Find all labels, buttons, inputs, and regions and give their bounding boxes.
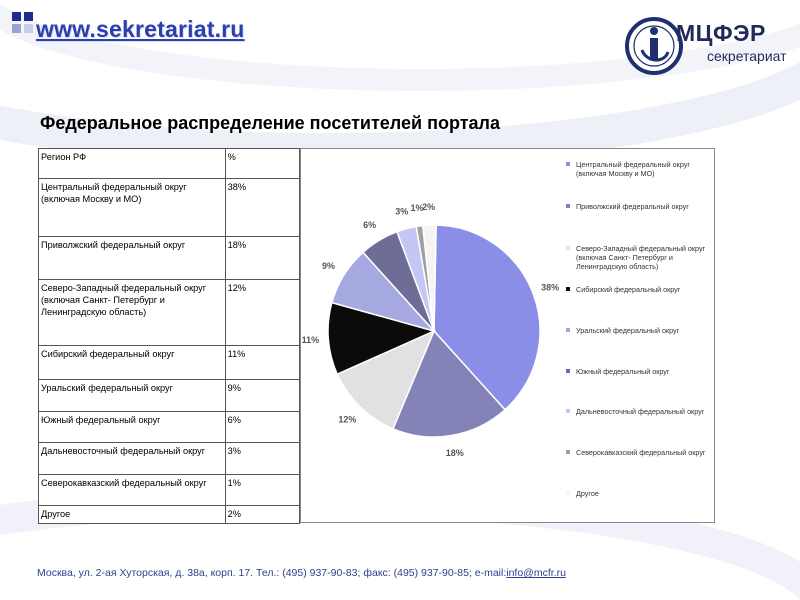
region-cell: Другое (39, 506, 226, 524)
pie-data-label: 6% (363, 219, 377, 230)
pie-data-label: 38% (541, 282, 560, 293)
legend-label: Северо-Западный федеральный округ (включая Санкт- Петербург и Ленинградскую область) (576, 244, 706, 271)
decor-square (24, 12, 33, 21)
legend-label: Другое (576, 489, 599, 498)
percent-cell: 11% (225, 346, 299, 380)
site-url-link[interactable]: www.sekretariat.ru (36, 16, 245, 42)
legend-swatch (566, 246, 570, 250)
pie-data-label: 12% (338, 414, 357, 425)
pie-data-label: 9% (322, 260, 336, 271)
pie-data-label: 18% (445, 448, 464, 459)
legend-label: Центральный федеральный округ (включая Москву и МО) (576, 160, 690, 178)
legend-swatch (566, 491, 570, 495)
decor-square (12, 12, 21, 21)
pie-data-label: 1% (410, 203, 424, 214)
table-row (39, 443, 300, 475)
table-header-row (39, 149, 300, 179)
percent-cell: 12% (225, 280, 299, 346)
percent-cell: 3% (225, 443, 299, 475)
table-header-cell: Регион РФ (39, 149, 226, 179)
percent-cell: 9% (225, 380, 299, 412)
legend-label: Северокавказский федеральный округ (576, 448, 706, 457)
decor-square (12, 24, 21, 33)
legend-swatch (566, 409, 570, 413)
table-row (39, 179, 300, 237)
pie-data-label: 11% (301, 335, 320, 346)
table-row (39, 412, 300, 443)
pie-data-label: 3% (395, 206, 409, 217)
legend-label: Южный федеральный округ (576, 367, 670, 376)
legend-label: Приволжский федеральный округ (576, 202, 689, 211)
legend-label: Сибирский федеральный округ (576, 285, 681, 294)
legend-swatch (566, 204, 570, 208)
percent-cell: 6% (225, 412, 299, 443)
logo-text: МЦФЭР (676, 20, 766, 46)
table-row (39, 506, 300, 524)
region-cell: Южный федеральный округ (39, 412, 226, 443)
footer-contacts (37, 567, 566, 579)
table-row (39, 237, 300, 280)
region-cell: Дальневосточный федеральный округ (39, 443, 226, 475)
region-cell: Северо-Западный федеральный округ (включая Санкт- Петербург и Ленинградскую область) (39, 280, 226, 346)
table-row (39, 280, 300, 346)
decor-square (24, 24, 33, 33)
footer-email-link[interactable]: info@mcfr.ru (506, 567, 566, 579)
table-header-cell: % (225, 149, 299, 179)
region-cell: Центральный федеральный округ (включая Москву и МО) (39, 179, 226, 237)
logo-subtext: секретариат (707, 48, 787, 64)
legend-label: Дальневосточный федеральный округ (576, 407, 705, 416)
percent-cell: 2% (225, 506, 299, 524)
region-cell: Приволжский федеральный округ (39, 237, 226, 280)
table-row (39, 475, 300, 506)
region-cell: Уральский федеральный округ (39, 380, 226, 412)
page-title: Федеральное распределение посетителей портала (40, 113, 500, 133)
percent-cell: 18% (225, 237, 299, 280)
region-table (38, 148, 300, 524)
footer-text: Москва, ул. 2-ая Хуторская, д. 38а, корп. 17. Тел.: (495) 937-90-83; факс: (495) 937-90-85; e-mail: (37, 567, 507, 579)
legend-label: Уральский федеральный округ (576, 326, 680, 335)
legend-swatch (566, 369, 570, 373)
table-row (39, 346, 300, 380)
table-row (39, 380, 300, 412)
pie-data-label: 2% (422, 202, 436, 213)
legend-swatch (566, 287, 570, 291)
legend-swatch (566, 450, 570, 454)
legend-swatch (566, 328, 570, 332)
legend-swatch (566, 162, 570, 166)
percent-cell: 1% (225, 475, 299, 506)
percent-cell: 38% (225, 179, 299, 237)
region-cell: Сибирский федеральный округ (39, 346, 226, 380)
region-cell: Северокавказский федеральный округ (39, 475, 226, 506)
